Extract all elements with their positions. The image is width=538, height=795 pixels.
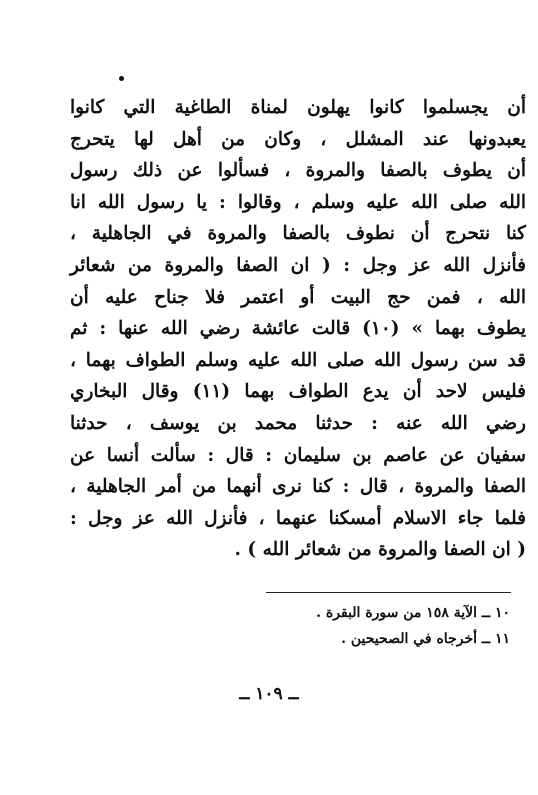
text-line: الله صلى الله عليه وسلم ، وقالوا : يا رسول الله انا [70,191,526,213]
margin-dot [119,76,124,81]
footnote-11: ١١ ــ أخرجاه في الصحيحين . [341,631,510,647]
text-line: الصفا والمروة ، قال : كنا نرى أنهما من أمر الجاهلية ، [70,476,526,498]
text-line: فلما جاء الاسلام أمسكنا عنهما ، فأنزل الله عز وجل : [70,507,526,529]
text-line: أن يجسلموا كانوا يهلون لمناة الطاغية التي كانوا [70,97,526,118]
footnote-10: ١٠ ــ الآية ١٥٨ من سورة البقرة . [316,605,510,621]
text-line: فليس لاحد أن يدع الطواف بهما (١١) وقال البخاري [70,381,526,403]
text-line: سفيان عن عاصم بن سليمان : قال : سألت أنسا عن [70,444,526,466]
text-line: يعبدونها عند المشلل ، وكان من أهل لها يتحرج [70,128,526,150]
text-line: يطوف بهما » (١٠) قالت عائشة رضي الله عنها : ثم [70,318,526,340]
text-line: كنا نتحرج أن نطوف بالصفا والمروة في الجاهلية ، [70,223,526,245]
text-line: قد سن رسول الله صلى الله عليه وسلم الطواف بهما ، [70,349,526,371]
footnote-divider [266,592,511,593]
body-text [70,92,526,566]
page-number: ــ ١٠٩ ــ [239,684,299,704]
text-line: فأنزل الله عز وجل : ( ان الصفا والمروة من شعائر [70,254,526,276]
text-line: رضي الله عنه : حدثنا محمد بن يوسف ، حدثنا [70,412,526,434]
text-line: الله ، فمن حج البيت أو اعتمر فلا جناح عليه أن [70,286,526,308]
footnotes [200,600,510,652]
text-line: أن يطوف بالصفا والمروة ، فسألوا عن ذلك رسول [70,160,526,182]
text-line: ( ان الصفا والمروة من شعائر الله ) . [234,539,526,561]
